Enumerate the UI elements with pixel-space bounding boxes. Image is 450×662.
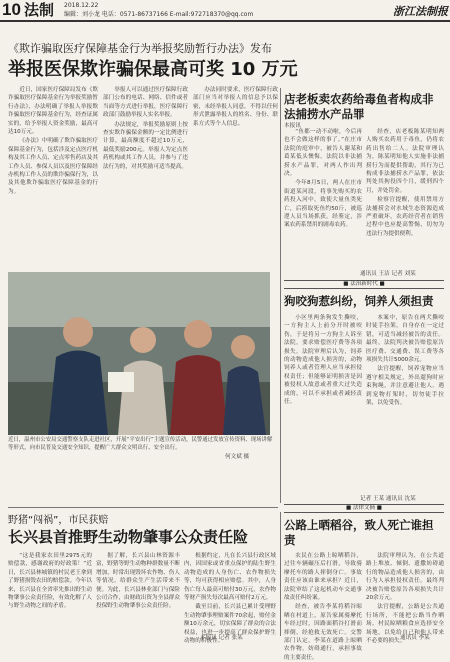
bottom-story-paragraph: 根据约定，凡在长兴县行政区域内，因国家或省重点保护的陆生野生动物造成的人身伤亡、农作物损失等，均可获得相应赔偿。其中，人身伤亡每人最高可赔付30万元，农作物等财产损失每次最高可赔付2万元。 [184, 553, 276, 602]
lead-column-2 [103, 86, 188, 268]
issue-date: 2018.12.22 [64, 2, 99, 9]
right-story-paragraph: 经查，店老板陈某明知两人购买农药用于毒鱼，仍将农药出售给二人。法院审理认为，陈某明知他人实施非法捕捞行为而提供帮助，其行为已构成非法捕捞水产品罪，依法判处其拘役四个月，缓刑四个月，并处罚金。 [366, 129, 444, 194]
news-photo [8, 272, 270, 435]
lead-paragraph: 近日，国家医疗保障局发布《欺诈骗取医疗保障基金行为举报奖励暂行办法》，办法明确了举报人举报欺诈骗取医疗保障基金行为，经查证属实的，给予举报人资金奖励，最高可达10万元。 [8, 87, 98, 136]
right-story-column-2 [366, 128, 444, 278]
bottom-story-paragraph: “这是我家农田里2975元的赔偿款，感谢政府的好政策！”近日，长兴县林城镇的村民老王拿到了野猪损毁农田的赔偿款。今年以来，长兴县在全省率先推出野生动物肇事公众责任险，有效化解了人与野生动物之间的矛盾。 [8, 553, 92, 610]
right-story-headline: 店老板卖农药给毒鱼者构成非法捕捞水产品罪 [284, 92, 434, 121]
column-rule [280, 512, 281, 636]
dog-story-paragraph: 法官提醒，饲养宠物应当遵守相关规定，外出遛狗时应束狗绳，并注意避让他人。遇到宠物打架时，切勿徒手拉架，以免受伤。 [366, 366, 444, 407]
bottom-story-column-2 [96, 552, 180, 632]
page-header [0, 0, 450, 22]
lead-column-1 [8, 86, 98, 268]
column-rule [280, 88, 281, 503]
dog-story-paragraph: 小区里两条狗发生撕咬，一方狗主人上前分开时被咬伤，于是将另一方狗主人诉至法院，要求赔偿医疗费等各项损失。法院审理后认为，饲养的动物造成他人损害的，动物饲养人或者管理人应当承担侵权责任；但能够证明损害是因被侵权人故意或者重大过失造成的，可以不承担或者减轻责任。 [284, 315, 362, 406]
page-number: 10 [2, 0, 21, 19]
bottom-story-headline: 长兴县首推野生动物肇事公众责任险 [8, 528, 249, 546]
crash-story-paragraph: 法院审理认为，在公共道路上堆放、倾倒、遗撒妨碍通行的物品造成他人损害的，由行为人承担侵权责任。最终判决被告赔偿原告各项损失共计20余万元。 [366, 553, 444, 602]
bottom-story-column-1 [8, 552, 92, 632]
photo-illustration [8, 272, 270, 435]
lead-paragraph: 办法规定，举报奖励原则上按查实欺诈骗保金额的一定比例进行计算，最高额度不超过10万元，最低奖励200元。举报人为定点医药机构或其工作人员，并参与了违法行为的，对其奖励可适当提高。 [103, 121, 188, 170]
section-rule [8, 507, 278, 508]
byline: 记者 王某 通讯员 沈某 [360, 496, 416, 502]
right-story-column-1 [284, 128, 362, 278]
newspaper-brand: 浙江法制报 [393, 5, 448, 18]
lead-paragraph: 举报人可以通过医疗保障行政部门公布的电话、网络、信件或者当面等方式进行举报，医疗保障行政部门鼓励举报人实名举报。 [103, 87, 188, 119]
right-story-paragraph: 今年8月5日，两人在庄市街道某河段，将事先购买的农药投入河中，致使大量鱼类死亡，后捞取死鱼约50斤，被巡逻人员当场抓获。经鉴定，涉案农药系禁用的剧毒农药。 [284, 180, 362, 229]
editor-contact: 编辑：刘小龙 电话：0571-86737166 E-mail:972718370@qq.com [64, 11, 254, 18]
lead-paragraph: 《办法》中明确了欺诈骗取医疗保障基金行为，包括涉及定点医疗机构及其工作人员、定点零售药店及其工作人员、参保人员以及医疗保障经办机构工作人员的欺诈骗保行为，以及其他欺诈骗取医疗保障基金的行为。 [8, 138, 98, 195]
byline: 通讯员 李某 [400, 635, 430, 641]
photo-caption: 近日，温州市公安局交通警察支队走进社区，开展“平安出行”主题宣传活动，民警通过发放宣传资料、现场讲解等形式，向市民普及交通安全知识，提醒广大群众文明出行、安全出行。 [8, 437, 273, 451]
crash-story-column-1 [284, 552, 362, 661]
right-story-paragraph: 检察官提醒，使用禁用方法捕捞会对水域生态资源造成严重破坏，农药经营者在销售过程中也应提高警惕，切勿为违法行为提供便利。 [366, 197, 444, 237]
section-band: ■ 法治新时代 ■ [284, 280, 444, 289]
bottom-story-kicker: 野猪“闯祸”，市民获赔 [8, 515, 109, 526]
crash-story-paragraph: 农民在公路上晾晒稻谷，过往车辆碾压后打滑，导致骑摩托车的路人摔倒身亡。事故责任应该由谁来承担？近日，法院审结了这起机动车交通事故责任纠纷案。 [284, 553, 362, 602]
dateline: 本报讯 [284, 123, 301, 129]
lead-headline: 举报医保欺诈骗保最高可奖 10 万元 [8, 59, 298, 80]
crash-story-headline: 公路上晒稻谷，致人死亡谁担责 [284, 518, 434, 547]
section-band: ■ 法律文摘 ■ [284, 504, 444, 513]
byline: 本报讯 记者 张某 [200, 635, 243, 641]
dog-story-column-2 [366, 314, 444, 500]
byline: 通讯员 王洁 记者 刘某 [360, 271, 416, 277]
crash-story-paragraph: 法官提醒，公路是公共通行场所，不能把公路当作晒场。村民晾晒粮食应选择安全场地，以免给自己和他人带来不必要的损失。 [366, 604, 444, 645]
dog-story-paragraph: 本案中，原告在两犬撕咬时徒手拉架，自身存在一定过错，可适当减轻被告的责任。最终，法院判决被告赔偿原告医疗费、交通费、误工费等各项损失共计5000余元。 [366, 315, 444, 364]
right-story-paragraph: “鱼都一动不动啦，今后再也不会做这样的事了。”在庄市法院的庭审中，被告人谢某和葛某低头懊悔。法院以非法捕捞水产品罪，对两人作出判决。 [284, 129, 362, 178]
lead-paragraph: 办法同时要求，医疗保障行政部门应当对举报人的信息予以保密，未经举报人同意，不得以任何形式泄露举报人的姓名、身份、联系方式等个人信息。 [193, 87, 278, 127]
dog-story-column-1 [284, 314, 362, 500]
bottom-story-paragraph: 据了解，长兴县山林资源丰富，野猪等野生动物种群数量不断增加，时常出现毁坏农作物、伤人等情况，给群众生产生活带来不便。为此，长兴县林业部门与保险公司合作，由财政出资为全县群众投保野生动物肇事公众责任险。 [96, 553, 180, 610]
bottom-story-paragraph: 截至目前，长兴县已累计受理野生动物肇事理赔案件70余起，赔付金额10万余元，切实保障了群众的合法权益，也进一步提高了群众保护野生动物的积极性。 [184, 604, 276, 645]
crash-story-paragraph: 经查，被告李某将稻谷晾晒在村道上，原告家属骑摩托车经过时，因路面稻谷打滑而摔倒，经抢救无效死亡。交警部门认定，李某在道路上晾晒农作物，妨碍通行，承担事故的主要责任。 [284, 604, 362, 661]
lead-column-3 [193, 86, 278, 268]
photo-credit: 何文斌 摄 [225, 454, 250, 460]
dog-story-headline: 狗咬狗惹纠纷，饲养人须担责 [284, 294, 434, 308]
section-name: 法制 [24, 1, 55, 19]
lead-kicker: 《欺诈骗取医疗保障基金行为举报奖励暂行办法》发布 [8, 42, 272, 55]
